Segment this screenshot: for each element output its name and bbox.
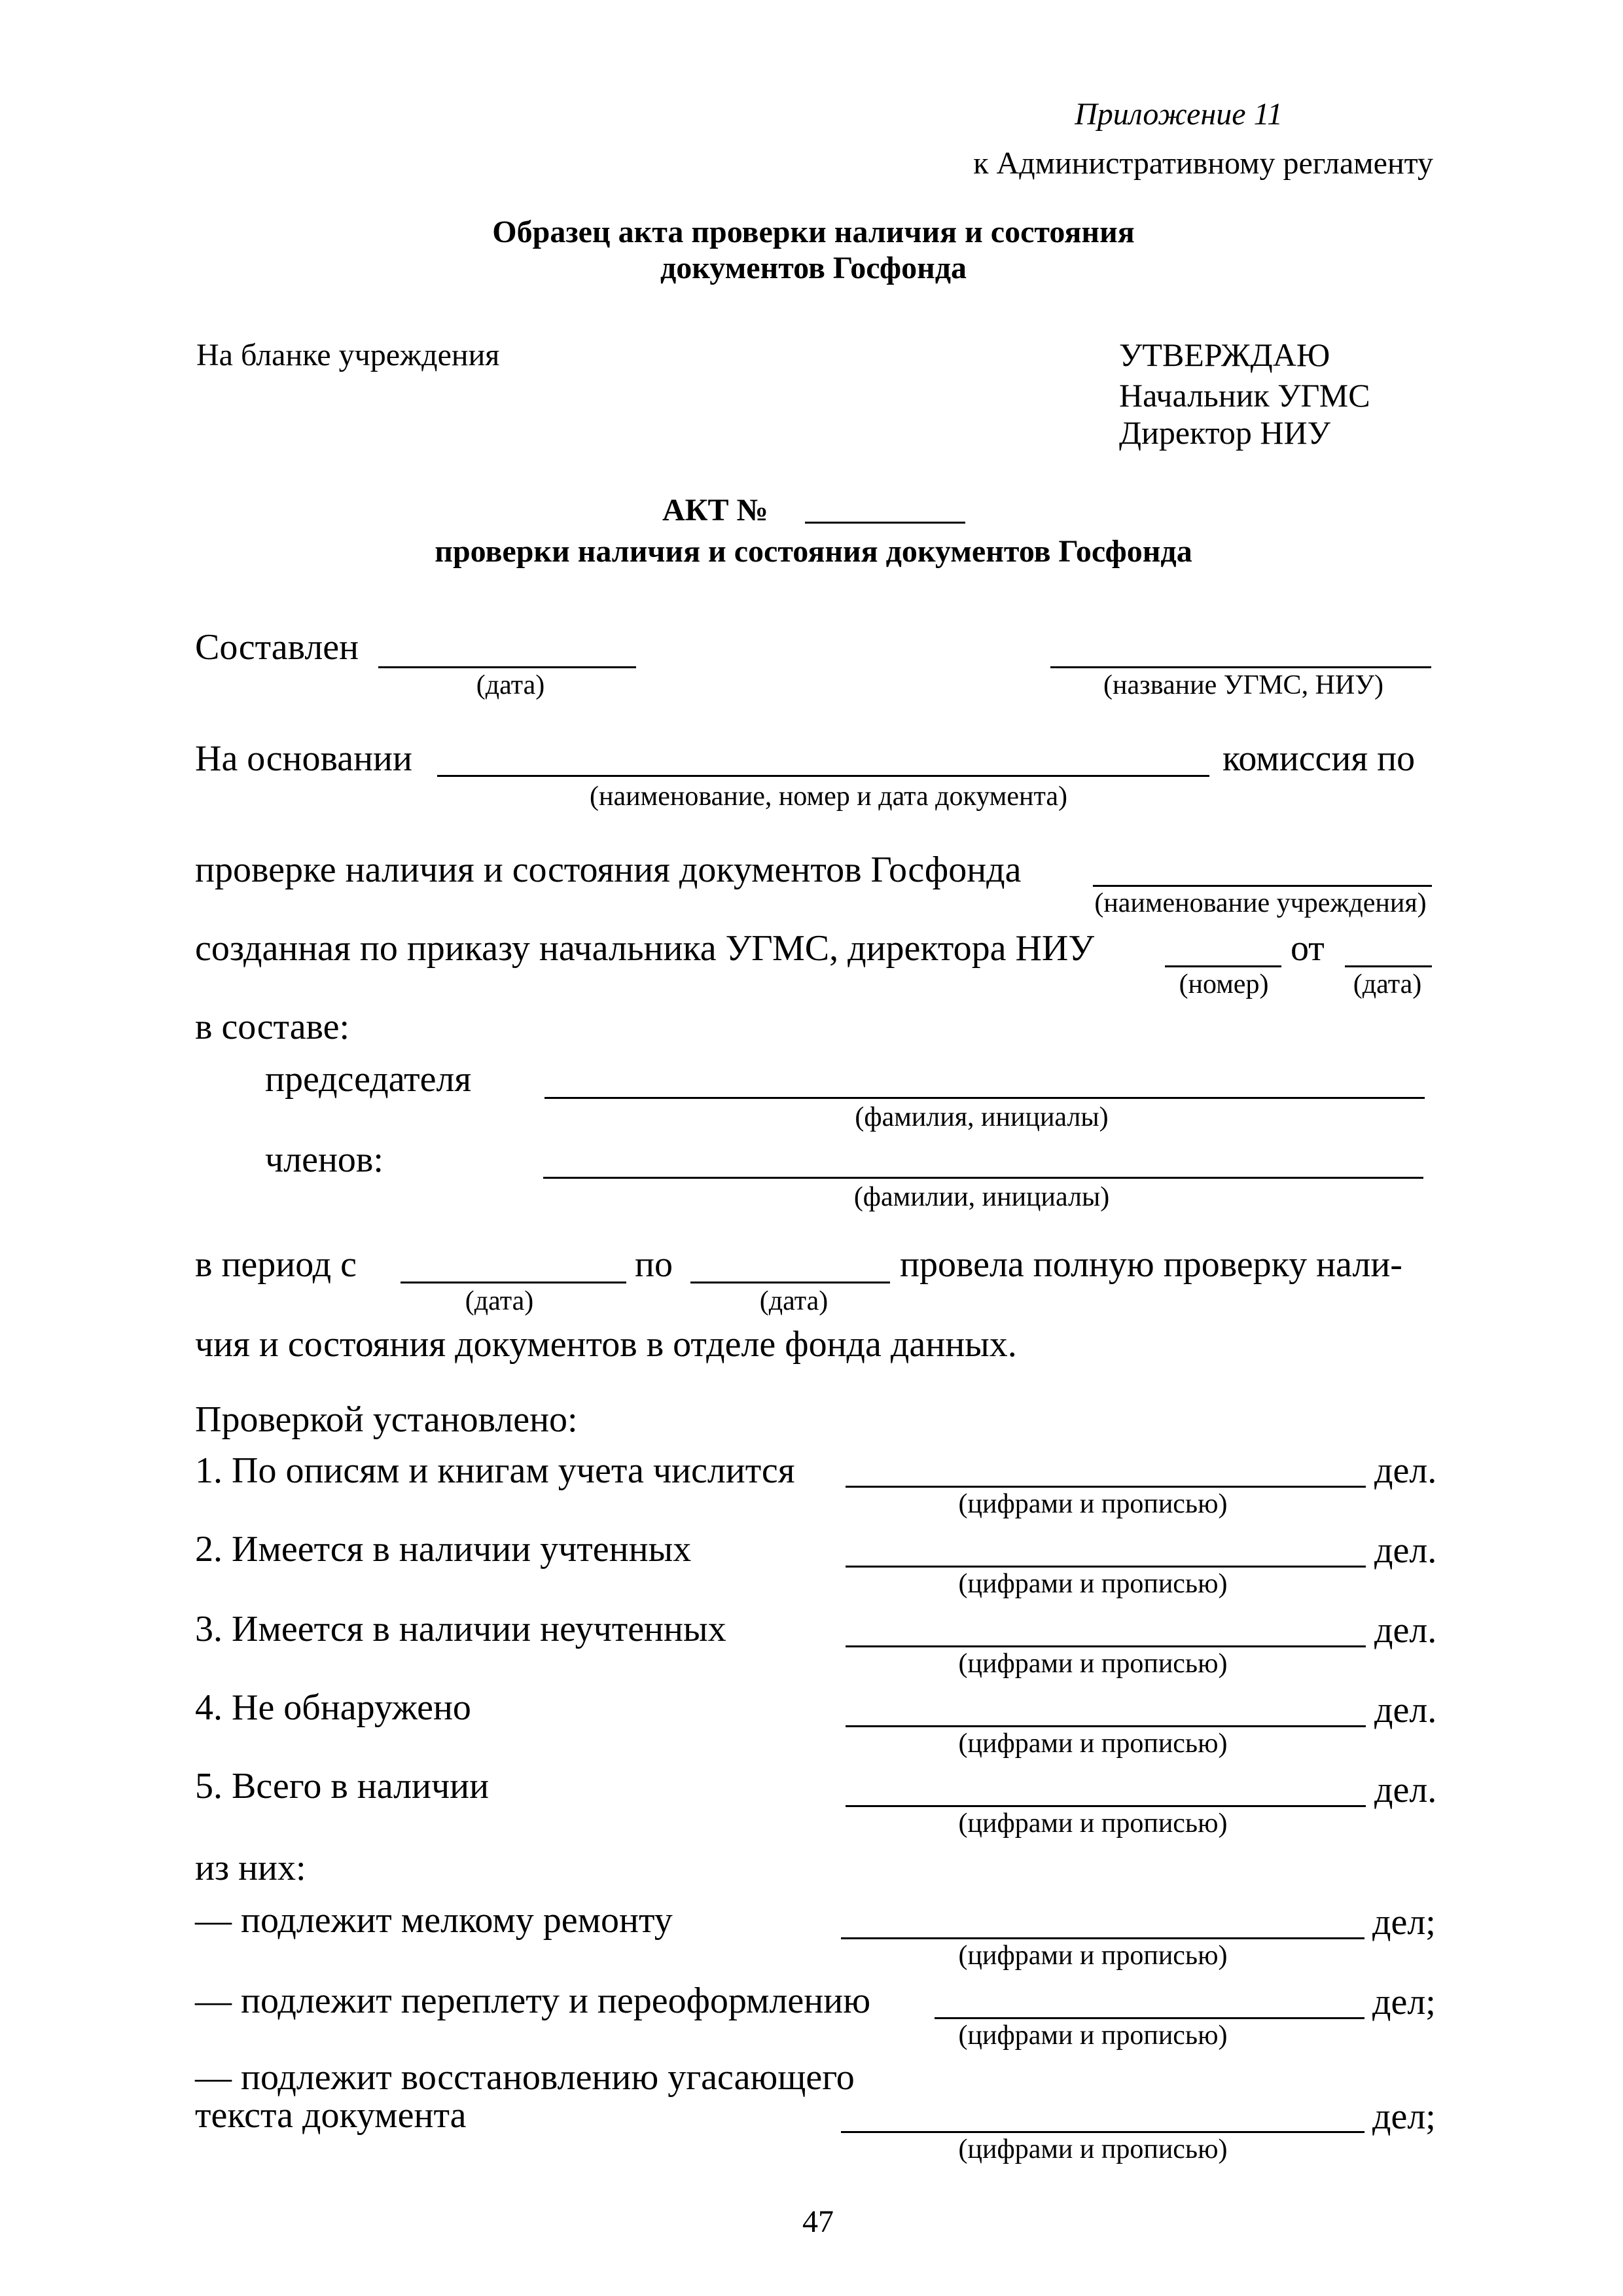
finding-field-5[interactable]	[846, 1805, 1366, 1807]
chairman-hint: (фамилия, инициалы)	[855, 1102, 1109, 1132]
basis-hint: (наименование, номер и дата документа)	[590, 781, 1067, 812]
basis-document-field[interactable]	[437, 775, 1209, 777]
compiled-organization-hint: (название УГМС, НИУ)	[1103, 670, 1383, 700]
subitem-restore-line-2: текста документа	[195, 2095, 467, 2136]
findings-title: Проверкой установлено:	[195, 1399, 578, 1440]
approver-line-1: Начальник УГМС	[1119, 377, 1370, 414]
members-field[interactable]	[543, 1177, 1423, 1179]
finding-hint-3: (цифрами и прописью)	[958, 1649, 1228, 1679]
finding-item-2: 2. Имеется в наличии учтенных	[195, 1529, 692, 1570]
subitem-restore-line-1: — подлежит восстановлению угасающего	[195, 2057, 855, 2098]
institution-hint: (наименование учреждения)	[1094, 888, 1427, 918]
order-date-field[interactable]	[1345, 965, 1432, 967]
approve-label: УТВЕРЖДАЮ	[1119, 336, 1330, 373]
finding-field-3[interactable]	[846, 1645, 1366, 1647]
members-label: членов:	[265, 1139, 383, 1180]
order-number-hint: (номер)	[1179, 969, 1269, 999]
finding-hint-1: (цифрами и прописью)	[958, 1489, 1228, 1519]
order-number-field[interactable]	[1165, 965, 1281, 967]
composition-label: в составе:	[195, 1007, 350, 1047]
letterhead-note: На бланке учреждения	[196, 338, 500, 372]
regulation-label: к Административному регламенту	[973, 146, 1433, 181]
appendix-label: Приложение 11	[1075, 97, 1283, 132]
finding-item-4: 4. Не обнаружено	[195, 1687, 471, 1728]
act-number-label: АКТ №	[662, 493, 768, 528]
approver-line-2: Директор НИУ	[1119, 414, 1330, 451]
finding-item-3: 3. Имеется в наличии неучтенных	[195, 1609, 726, 1649]
document-title-line-1: Образец акта проверки наличия и состояния	[492, 215, 1135, 249]
subitem-restore-hint: (цифрами и прописью)	[958, 2134, 1228, 2164]
check-text: проверке наличия и состояния документов Госфонда	[195, 850, 1022, 890]
compiled-label: Составлен	[195, 627, 359, 668]
period-continuation: чия и состояния документов в отделе фонда данных.	[195, 1324, 1017, 1365]
chairman-field[interactable]	[544, 1097, 1425, 1099]
subitem-binding-field[interactable]	[935, 2017, 1364, 2019]
finding-item-5: 5. Всего в наличии	[195, 1766, 490, 1806]
subitem-binding: — подлежит переплету и переоформлению	[195, 1981, 871, 2021]
institution-field[interactable]	[1093, 885, 1432, 887]
document-title-line-2: документов Госфонда	[660, 251, 967, 285]
page-number: 47	[802, 2204, 834, 2239]
finding-hint-4: (цифрами и прописью)	[958, 1729, 1228, 1759]
compiled-date-field[interactable]	[378, 666, 636, 668]
finding-hint-2: (цифрами и прописью)	[958, 1569, 1228, 1599]
finding-field-4[interactable]	[846, 1725, 1366, 1727]
finding-field-1[interactable]	[846, 1486, 1366, 1488]
period-text: провела полную проверку нали-	[900, 1244, 1402, 1285]
basis-label: На основании	[195, 738, 412, 779]
finding-item-1: 1. По описям и книгам учета числится	[195, 1450, 795, 1491]
subitem-restore-unit: дел;	[1372, 2096, 1436, 2137]
subitem-binding-hint: (цифрами и прописью)	[958, 2020, 1228, 2051]
subitem-binding-unit: дел;	[1372, 1982, 1436, 2022]
compiled-date-hint: (дата)	[476, 670, 545, 700]
finding-unit-2: дел.	[1374, 1530, 1437, 1571]
subitem-repair-field[interactable]	[841, 1937, 1364, 1939]
period-to-label: по	[635, 1244, 673, 1285]
order-text: созданная по приказу начальника УГМС, директора НИУ	[195, 928, 1094, 969]
chairman-label: председателя	[265, 1059, 472, 1100]
finding-unit-4: дел.	[1374, 1690, 1437, 1731]
of-them-label: из них:	[195, 1848, 306, 1888]
act-number-field[interactable]	[805, 522, 965, 524]
period-start-hint: (дата)	[465, 1286, 534, 1316]
subitem-repair: — подлежит мелкому ремонту	[195, 1900, 673, 1941]
subitem-repair-unit: дел;	[1372, 1902, 1436, 1943]
period-end-hint: (дата)	[759, 1286, 829, 1316]
subitem-restore-field[interactable]	[841, 2131, 1364, 2133]
period-start-field[interactable]	[401, 1282, 626, 1283]
finding-hint-5: (цифрами и прописью)	[958, 1808, 1228, 1839]
finding-unit-5: дел.	[1374, 1770, 1437, 1810]
compiled-organization-field[interactable]	[1050, 666, 1431, 668]
subitem-repair-hint: (цифрами и прописью)	[958, 1941, 1228, 1971]
order-date-hint: (дата)	[1353, 969, 1422, 999]
finding-field-2[interactable]	[846, 1566, 1366, 1568]
basis-suffix: комиссия по	[1222, 738, 1416, 779]
period-from-label: в период с	[195, 1244, 357, 1285]
finding-unit-3: дел.	[1374, 1610, 1437, 1651]
act-subtitle: проверки наличия и состояния документов Госфонда	[435, 534, 1192, 569]
period-end-field[interactable]	[690, 1282, 890, 1283]
members-hint: (фамилии, инициалы)	[853, 1182, 1110, 1212]
finding-unit-1: дел.	[1374, 1450, 1437, 1491]
order-from-label: от	[1291, 928, 1325, 969]
